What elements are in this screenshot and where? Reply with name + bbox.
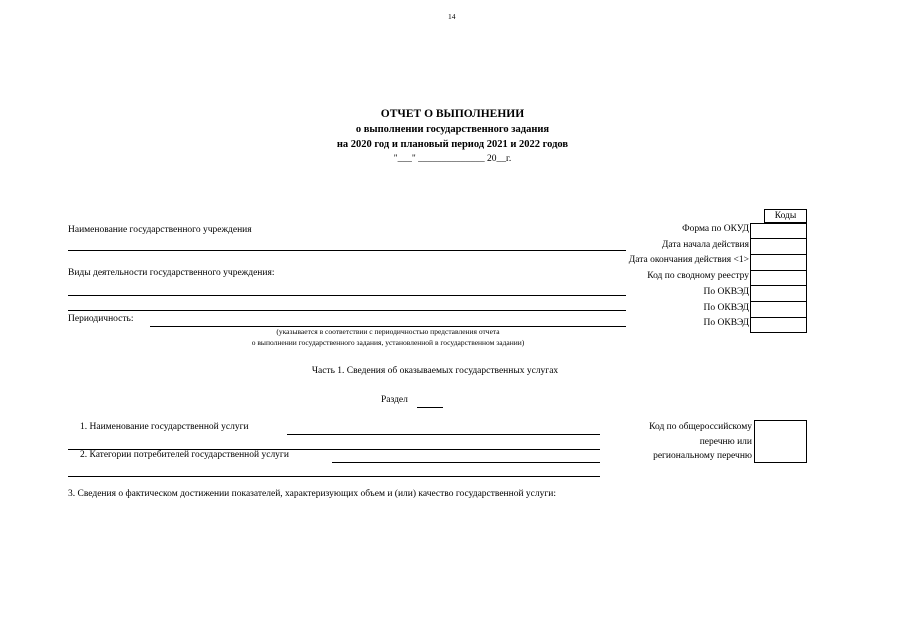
registry-code-label-3: региональному перечню [653,451,752,461]
consumer-category-line-2 [68,476,600,477]
periodicity-note-1: (указывается в соответствии с периодичностью представления отчета [276,327,500,336]
codes-row-label: Форма по ОКУД [682,224,749,234]
section-label: Раздел [381,395,408,405]
codes-row-value [750,223,807,240]
registry-code-label-1: Код по общероссийскому [649,422,752,432]
codes-row-value [750,285,807,302]
codes-row-label: По ОКВЭД [703,286,749,297]
codes-header-cell [764,209,807,223]
part-1-title: Часть 1. Сведения об оказываемых государственных услугах [311,366,559,376]
institution-name-line [68,250,626,251]
codes-header: Коды [774,211,797,221]
activities-line-1 [68,295,626,296]
codes-row-label: По ОКВЭД [703,318,749,329]
activities-line-2 [68,310,626,311]
report-subtitle-1: о выполнении государственного задания [355,124,550,135]
codes-row-value [750,254,807,271]
activities-label: Виды деятельности государственного учреждения: [68,268,275,278]
page-number: 14 [448,12,456,21]
registry-code-label-2: перечню или [699,437,752,447]
registry-code-box [754,420,807,463]
codes-row-label: Код по сводному реестру [647,271,749,282]
codes-row-value [750,270,807,287]
codes-row-value [750,317,807,334]
consumer-category-line [332,462,600,463]
periodicity-note-2: о выполнении государственного задания, установленной в государственном задании) [251,338,525,347]
institution-name-label: Наименование государственного учреждения [68,225,252,235]
codes-row-value [750,238,807,255]
codes-row-label: Дата начала действия [661,239,749,250]
codes-row-label: По ОКВЭД [703,302,749,313]
periodicity-label: Периодичность: [68,314,134,324]
consumer-category-label: 2. Категории потребителей государственной услуги [80,450,289,460]
codes-row-label: Дата окончания действия <1> [628,255,749,266]
service-name-label: 1. Наименование государственной услуги [80,422,249,432]
report-title: ОТЧЕТ О ВЫПОЛНЕНИИ [380,108,525,120]
report-date-line: "___" ______________ 20__г. [393,154,512,164]
report-subtitle-2: на 2020 год и плановый период 2021 и 2022 годов [336,139,569,150]
codes-row-value [750,301,807,318]
section-number-line [417,407,443,408]
service-name-line [287,434,600,435]
indicators-heading: 3. Сведения о фактическом достижении показателей, характеризующих объем и (или) качество государственной услуги: [68,489,557,499]
